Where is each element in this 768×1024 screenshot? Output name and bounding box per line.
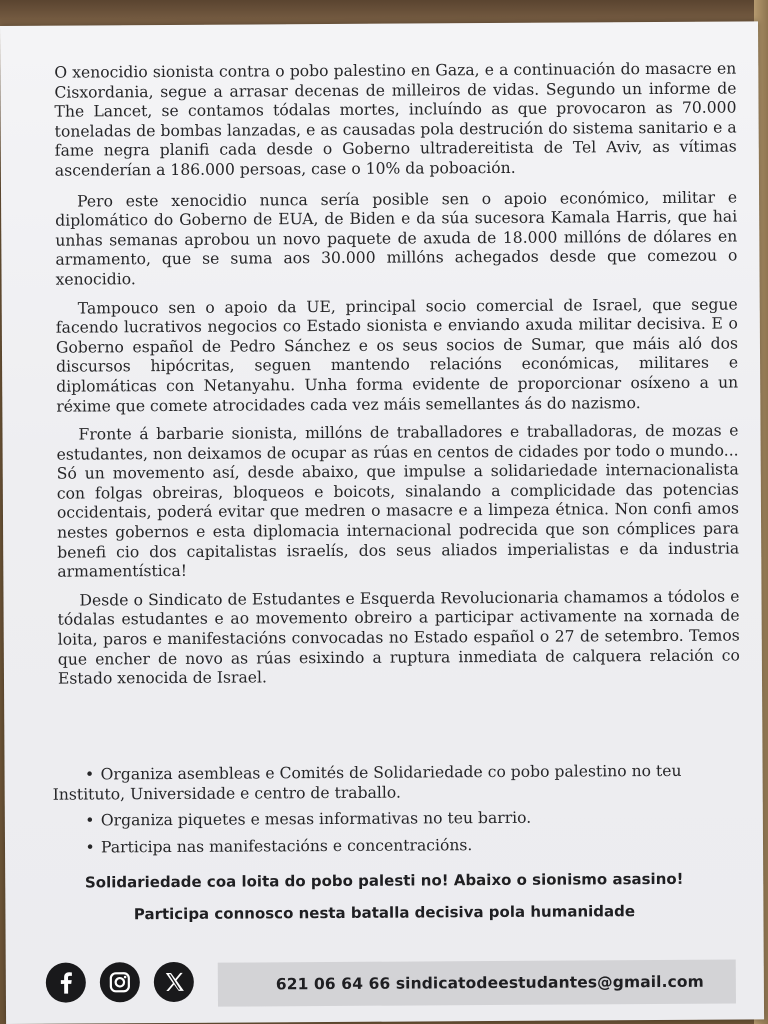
action-list	[53, 761, 754, 865]
paragraph-4: Fronte á barbarie sionista, millóns de traballadores e traballadoras, de mozas e estudantes, non deixamos de ocupar as rúas en centos de cidades por todo o mundo... Só un movemento así, desde abaixo, que impulse a solidariedade internacionalista con folgas obreiras, bloqueos e boicots, sinalando a complicidade das potencias occidentais, poderá evitar que medren o masacre e a limpeza étnica. Non confi amos nestes gobernos e esta diplomacia internacional podrecida que son cómplices para benefi cio dos capitalistas israelís, dos seus aliados imperialistas e da industria armamentística!	[56, 421, 740, 581]
bullet-dot: •	[85, 838, 95, 857]
bullet-dot: •	[84, 765, 95, 784]
list-item	[53, 808, 753, 832]
bullet-dot: •	[85, 811, 95, 830]
slogan-solidarity: Solidariedade coa loita do pobo palesti no! Abaixo o sionismo asasino!	[84, 869, 684, 892]
bullet-text: Organiza piquetes e mesas informativas no teu barrio.	[100, 808, 532, 830]
facebook-icon[interactable]	[46, 962, 86, 1002]
paragraph-5: Desde o Sindicato de Estudantes e Esquerda Revolucionaria chamamos a tódolos e tódalas estudantes e ao movemento obreiro a participar activamente na xornada de loita, paros e manifestacións convocadas no Estado español o 27 de setembro. Temos que encher de novo as rúas esixindo a ruptura inmediata de calquera relación co Estado xenocida de Israel.	[57, 587, 740, 688]
instagram-icon[interactable]	[100, 962, 140, 1002]
flyer-body	[54, 60, 740, 701]
phone-number[interactable]: 621 06 64 66	[275, 974, 391, 994]
paragraph-1: O xenocidio sionista contra o pobo palestino en Gaza, e a continuación do masacre en Cisxordania, segue a arrasar decenas de milleiros de vidas. Segundo un informe de The Lancet, se contamos tódalas mortes, incluíndo as que provocaron as 70.000 toneladas de bombas lanzadas, e as causadas pola destrución do sistema sanitario e a fame negra planifi cada desde o Goberno ultradereitista de Tel Aviv, as vítimas ascenderían a 186.000 persoas, case o 10% da poboación.	[54, 59, 737, 180]
flyer-sheet	[0, 21, 764, 1024]
paragraph-2: Pero este xenocidio nunca sería posible sen o apoio económico, militar e diplomático do Goberno de EUA, de Biden e da súa sucesora Kamala Harris, que hai unhas semanas aprobou un novo paquete de axuda de 18.000 millóns de dólares en armamento, que se suma aos 30.000 millóns achegados desde que comezou o xenocidio.	[55, 188, 738, 289]
paragraph-3: Tampouco sen o apoio da UE, principal socio comercial de Israel, que segue facendo lucrativos negocios co Estado sionista e enviando axuda militar decisiva. E o Goberno español de Pedro Sánchez e os seus socios de Sumar, que máis aló dos discursos hipócritas, seguen mantendo relacións económicas, militares e diplomáticas con Netanyahu. Unha forma evidente de proporcionar osíxeno a un réxime que comete atrocidades cada vez máis semellantes ás do nazismo.	[55, 295, 739, 416]
list-item	[53, 761, 753, 804]
contact-info	[276, 973, 704, 994]
email-address[interactable]: sindicatodeestudantes@gmail.com	[395, 972, 704, 993]
bullet-text: Participa nas manifestacións e concentracións.	[100, 835, 473, 857]
slogan-participate: Participa connosco nesta batalla decisiva pola humanidade	[133, 902, 636, 924]
x-icon[interactable]	[154, 962, 194, 1002]
bullet-text: Organiza asembleas e Comités de Solidariedade co pobo palestino no teu Instituto, Universidade e centro de traballo.	[52, 761, 682, 804]
list-item	[53, 834, 753, 858]
